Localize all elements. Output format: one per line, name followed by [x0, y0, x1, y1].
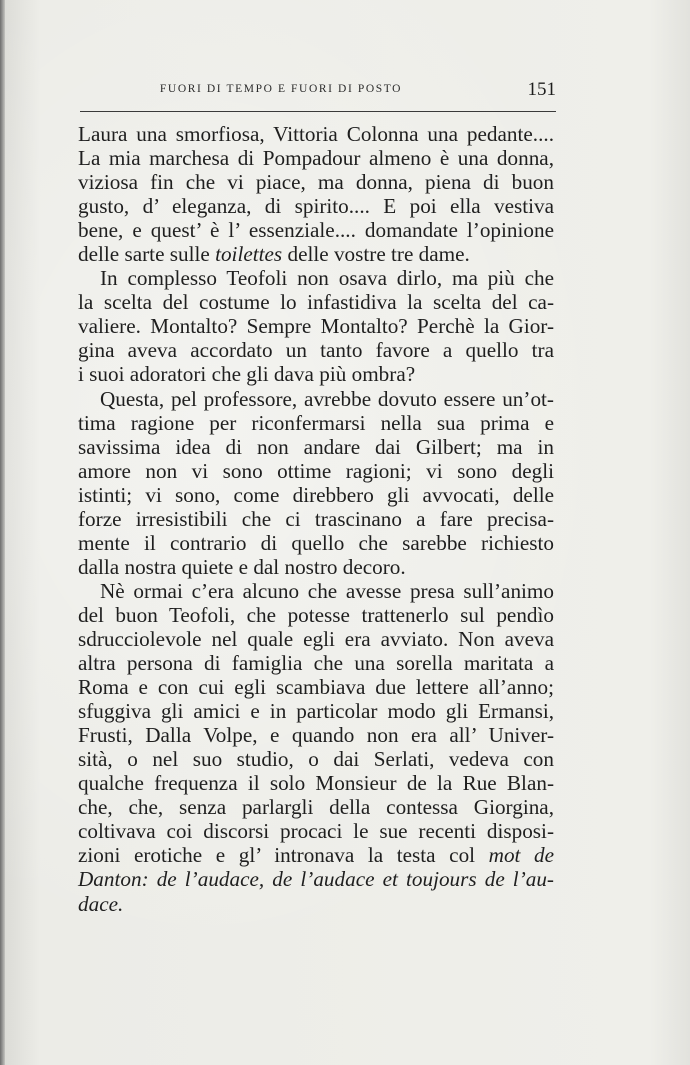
text-line: dalla nostra quiete e dal nostro decoro. — [78, 554, 406, 579]
text-line: mente il contrario di quello che sarebbe richiesto — [78, 530, 554, 555]
header-rule — [80, 111, 556, 112]
text-line: savissima idea di non andare dai Gilbert; ma in — [78, 434, 554, 459]
running-head — [76, 79, 556, 101]
running-title: FUORI DI TEMPO E FUORI DI POSTO — [159, 83, 403, 95]
text-line: istinti; vi sono, come direbbero gli avvocati, delle — [78, 482, 554, 507]
italic-run: dace. — [78, 891, 124, 916]
text-line: coltivava coi discorsi procaci le sue recenti disposi- — [78, 819, 554, 844]
paragraph-start-line: Nè ormai c’era alcuno che avesse presa sull’animo — [100, 578, 554, 603]
text-line: i suoi adoratori che gli dava più ombra? — [78, 362, 416, 387]
text-line: Roma e con cui egli scambiava due lettere all’anno; — [78, 675, 554, 700]
text-run: zioni erotiche e gl’ intronava la testa col — [78, 843, 489, 868]
text-line: gina aveva accordato un tanto favore a quello tra — [78, 338, 554, 363]
text-line: Frusti, Dalla Volpe, e quando non era all’ Univer- — [78, 723, 554, 748]
text-line: del buon Teofoli, che potesse trattenerlo sul pendìo — [78, 602, 554, 627]
text-line: gusto, d’ eleganza, di spirito.... E poi ella vestiva — [78, 194, 554, 219]
text-line: forze irresistibili che ci trascinano a fare precisa- — [78, 506, 554, 531]
text-line: La mia marchesa di Pompadour almeno è una donna, — [78, 146, 554, 171]
text-line: tima ragione per riconfermarsi nella sua prima e — [78, 410, 554, 435]
text-line — [78, 892, 554, 916]
text-line: sfuggiva gli amici e in particolar modo gli Ermansi, — [78, 699, 554, 724]
italic-run: mot de — [488, 843, 555, 868]
text-run: delle sarte sulle — [78, 242, 216, 267]
text-line: che, che, senza parlargli della contessa Giorgina, — [78, 795, 554, 820]
page-number: 151 — [527, 79, 556, 100]
italic-run: toilettes — [215, 242, 283, 267]
paragraph-start-line: In complesso Teofoli non osava dirlo, ma più che — [100, 266, 554, 291]
text-line: valiere. Montalto? Sempre Montalto? Perchè la Gior- — [78, 314, 554, 339]
text-line — [78, 867, 554, 891]
text-line: viziosa fin che vi piace, ma donna, piena di buon — [78, 170, 554, 195]
text-line — [78, 242, 554, 266]
italic-run: Danton: de l’audace, de l’audace et toujours de l’au- — [78, 867, 554, 892]
text-line: qualche frequenza il solo Monsieur de la Rue Blan- — [78, 771, 554, 796]
text-line: sità, o nel suo studio, o dai Serlati, vedeva con — [78, 747, 554, 772]
page-binding-edge — [0, 0, 5, 1065]
text-line: bene, e quest’ è l’ essenziale.... domandate l’opinione — [78, 218, 554, 243]
text-line: Laura una smorfiosa, Vittoria Colonna una pedante.... — [78, 122, 554, 146]
text-line: altra persona di famiglia che una sorella maritata a — [78, 651, 554, 676]
text-line — [78, 843, 554, 867]
text-line: amore non vi sono ottime ragioni; vi sono degli — [78, 458, 554, 483]
text-line: la scelta del costume lo infastidiva la scelta del ca- — [78, 290, 554, 315]
body-text — [78, 122, 554, 916]
text-line: sdrucciolevole nel quale egli era avviato. Non aveva — [78, 626, 554, 651]
paragraph-start-line: Questa, pel professore, avrebbe dovuto essere un’ot- — [100, 386, 554, 411]
text-run: delle vostre tre dame. — [282, 242, 470, 267]
